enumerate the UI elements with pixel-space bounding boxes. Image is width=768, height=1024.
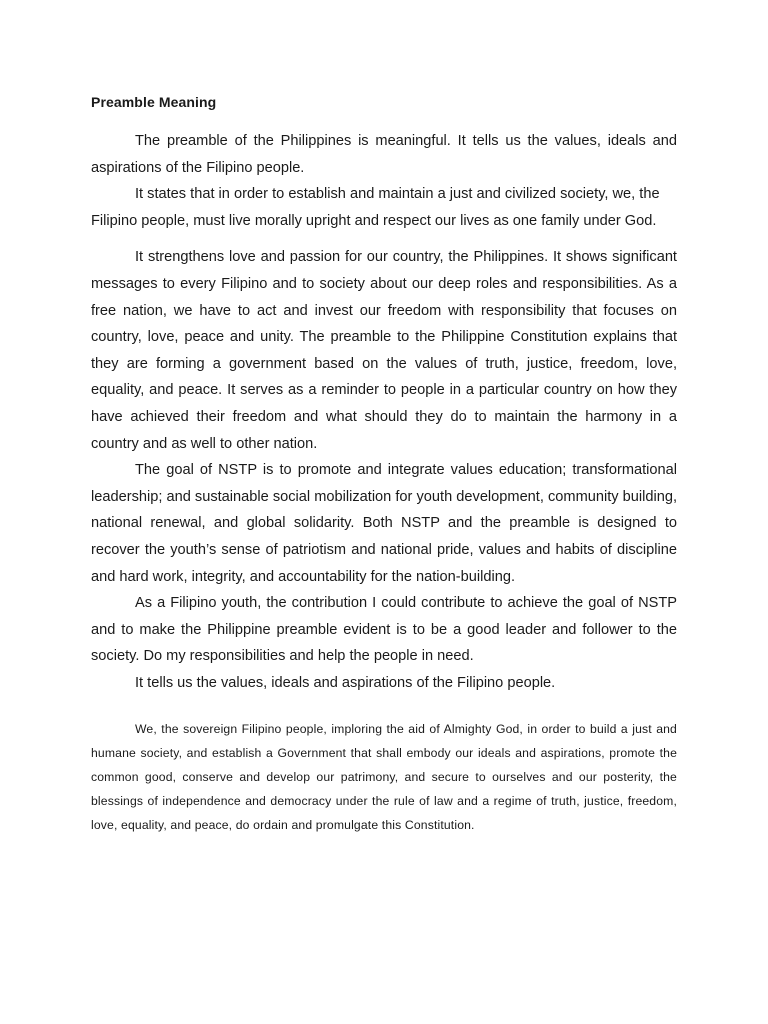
document-body (91, 92, 677, 837)
paragraph-1: The preamble of the Philippines is meaningful. It tells us the values, ideals and aspirations of the Filipino people. (91, 133, 677, 176)
paragraph-5: As a Filipino youth, the contribution I could contribute to achieve the goal of NSTP and to make the Philippine preamble evident is to be a good leader and follower to the society. Do my responsibilities and help the people in need. (91, 595, 677, 665)
paragraph-2: It states that in order to establish and maintain a just and civilized society, we, the Filipino people, must live morally upright and respect our lives as one family under God. (91, 186, 660, 229)
paragraph-4: The goal of NSTP is to promote and integrate values education; transformational leadership; and sustainable social mobilization for youth development, community building, national renewal, and global solidarity. Both NSTP and the preamble is designed to recover the youth’s sense of patriotism and national pride, values and habits of discipline and hard work, integrity, and accountability for the nation-building. (91, 462, 677, 585)
paragraph-3: It strengthens love and passion for our country, the Philippines. It shows significant messages to every Filipino and to society about our deep roles and responsibilities. As a free nation, we have to act and invest our freedom with responsibility that focuses on country, love, peace and unity. The preamble to the Philippine Constitution explains that they are forming a government based on the values of truth, justice, freedom, love, equality, and peace. It serves as a reminder to people in a particular country on how they have achieved their freedom and what should they do to maintain the harmony in a country and as well to other nation. (91, 249, 677, 452)
paragraph-6: It tells us the values, ideals and aspirations of the Filipino people. (135, 674, 556, 691)
preamble-quote: We, the sovereign Filipino people, imploring the aid of Almighty God, in order to build a just and humane society, and establish a Government that shall embody our ideals and aspirations, promote the common good, conserve and develop our patrimony, and secure to ourselves and our posterity, the blessings of independence and democracy under the rule of law and a regime of truth, justice, freedom, love, equality, and peace, do ordain and promulgate this Constitution. (91, 722, 677, 832)
document-title: Preamble Meaning (91, 94, 217, 110)
